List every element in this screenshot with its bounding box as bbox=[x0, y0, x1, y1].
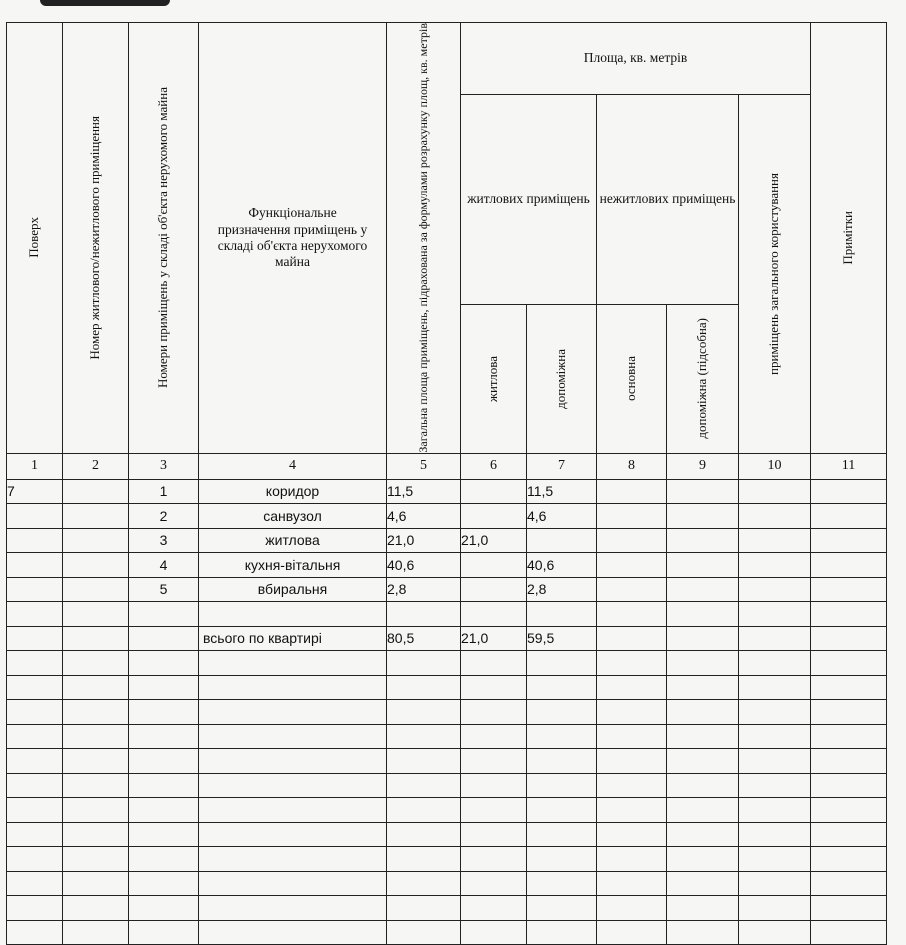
empty-row bbox=[7, 871, 887, 896]
total-row bbox=[7, 626, 887, 651]
auxiliary-area-cell bbox=[527, 602, 597, 627]
empty-cell bbox=[7, 798, 63, 823]
empty-cell bbox=[63, 724, 129, 749]
empty-cell bbox=[811, 847, 887, 872]
floor-cell bbox=[7, 577, 63, 602]
common-use-cell bbox=[739, 504, 811, 529]
header-unit-number: Номер житлового/нежитлового приміщення bbox=[63, 23, 129, 454]
floor-cell: 7 bbox=[7, 479, 63, 504]
empty-cell bbox=[739, 920, 811, 945]
empty-cell bbox=[597, 920, 667, 945]
empty-cell bbox=[7, 871, 63, 896]
empty-cell bbox=[63, 651, 129, 676]
total-area-cell: 21,0 bbox=[387, 528, 461, 553]
empty-cell bbox=[811, 651, 887, 676]
living-area-cell: 21,0 bbox=[461, 528, 527, 553]
auxiliary-basement-cell bbox=[667, 528, 739, 553]
floor-cell bbox=[7, 528, 63, 553]
unit-cell bbox=[63, 504, 129, 529]
total-label-cell: всього по квартирі bbox=[199, 626, 387, 651]
empty-cell bbox=[667, 700, 739, 725]
empty-row bbox=[7, 773, 887, 798]
header-residential-group: житлових приміщень bbox=[461, 95, 597, 305]
empty-cell bbox=[7, 651, 63, 676]
empty-cell bbox=[667, 871, 739, 896]
empty-cell bbox=[597, 700, 667, 725]
living-area-cell bbox=[461, 479, 527, 504]
unit-cell bbox=[63, 479, 129, 504]
table-row bbox=[7, 479, 887, 504]
total-area-cell: 2,8 bbox=[387, 577, 461, 602]
empty-cell bbox=[7, 847, 63, 872]
column-number: 6 bbox=[461, 453, 527, 479]
empty-cell bbox=[387, 798, 461, 823]
notes-cell bbox=[811, 602, 887, 627]
empty-cell bbox=[739, 749, 811, 774]
empty-cell bbox=[811, 675, 887, 700]
empty-cell bbox=[63, 675, 129, 700]
empty-cell bbox=[199, 773, 387, 798]
empty-cell bbox=[461, 773, 527, 798]
unit-cell bbox=[63, 602, 129, 627]
table-row bbox=[7, 528, 887, 553]
empty-cell bbox=[387, 920, 461, 945]
auxiliary-basement-cell bbox=[667, 602, 739, 627]
empty-cell bbox=[387, 822, 461, 847]
empty-cell bbox=[597, 675, 667, 700]
empty-cell bbox=[597, 896, 667, 921]
living-area-cell: 21,0 bbox=[461, 626, 527, 651]
empty-row bbox=[7, 675, 887, 700]
auxiliary-area-cell: 11,5 bbox=[527, 479, 597, 504]
empty-cell bbox=[597, 749, 667, 774]
empty-row bbox=[7, 798, 887, 823]
empty-cell bbox=[129, 822, 199, 847]
main-area-cell bbox=[597, 479, 667, 504]
empty-cell bbox=[667, 724, 739, 749]
empty-cell bbox=[527, 724, 597, 749]
empty-cell bbox=[199, 749, 387, 774]
empty-cell bbox=[7, 896, 63, 921]
empty-cell bbox=[7, 773, 63, 798]
empty-cell bbox=[129, 871, 199, 896]
empty-cell bbox=[811, 749, 887, 774]
empty-cell bbox=[811, 822, 887, 847]
empty-cell bbox=[461, 920, 527, 945]
column-number: 7 bbox=[527, 453, 597, 479]
main-area-cell bbox=[597, 577, 667, 602]
empty-cell bbox=[63, 847, 129, 872]
total-area-cell bbox=[387, 602, 461, 627]
empty-cell bbox=[199, 822, 387, 847]
notes-cell bbox=[811, 528, 887, 553]
empty-row bbox=[7, 920, 887, 945]
empty-cell bbox=[129, 798, 199, 823]
empty-cell bbox=[739, 773, 811, 798]
empty-cell bbox=[461, 675, 527, 700]
empty-cell bbox=[527, 773, 597, 798]
empty-row bbox=[7, 822, 887, 847]
column-number: 9 bbox=[667, 453, 739, 479]
header-common-use: приміщень загального користування bbox=[739, 95, 811, 454]
header-auxiliary: допоміжна bbox=[527, 304, 597, 453]
purpose-cell: житлова bbox=[199, 528, 387, 553]
empty-cell bbox=[739, 896, 811, 921]
empty-cell bbox=[387, 724, 461, 749]
empty-cell bbox=[811, 700, 887, 725]
notes-cell bbox=[811, 626, 887, 651]
empty-cell bbox=[667, 822, 739, 847]
empty-cell bbox=[199, 675, 387, 700]
room-number-cell: 1 bbox=[129, 479, 199, 504]
empty-cell bbox=[527, 896, 597, 921]
common-use-cell bbox=[739, 626, 811, 651]
room-number-cell: 3 bbox=[129, 528, 199, 553]
empty-cell bbox=[199, 700, 387, 725]
empty-cell bbox=[527, 847, 597, 872]
empty-cell bbox=[129, 651, 199, 676]
empty-cell bbox=[461, 822, 527, 847]
empty-cell bbox=[63, 749, 129, 774]
auxiliary-area-cell: 4,6 bbox=[527, 504, 597, 529]
empty-cell bbox=[667, 896, 739, 921]
auxiliary-basement-cell bbox=[667, 553, 739, 578]
empty-cell bbox=[667, 920, 739, 945]
room-number-cell: 4 bbox=[129, 553, 199, 578]
empty-cell bbox=[7, 749, 63, 774]
empty-cell bbox=[597, 724, 667, 749]
auxiliary-area-cell: 2,8 bbox=[527, 577, 597, 602]
empty-cell bbox=[199, 847, 387, 872]
empty-cell bbox=[597, 651, 667, 676]
auxiliary-basement-cell bbox=[667, 479, 739, 504]
empty-cell bbox=[811, 724, 887, 749]
empty-cell bbox=[129, 847, 199, 872]
room-number-cell: 2 bbox=[129, 504, 199, 529]
header-main: основна bbox=[597, 304, 667, 453]
empty-cell bbox=[461, 724, 527, 749]
empty-cell bbox=[199, 798, 387, 823]
empty-cell bbox=[811, 896, 887, 921]
empty-cell bbox=[129, 675, 199, 700]
table-row bbox=[7, 553, 887, 578]
empty-cell bbox=[739, 724, 811, 749]
notes-cell bbox=[811, 479, 887, 504]
empty-cell bbox=[129, 749, 199, 774]
column-number: 1 bbox=[7, 453, 63, 479]
empty-cell bbox=[129, 724, 199, 749]
header-area-group: Площа, кв. метрів bbox=[461, 23, 811, 95]
common-use-cell bbox=[739, 602, 811, 627]
empty-cell bbox=[527, 675, 597, 700]
empty-cell bbox=[527, 749, 597, 774]
empty-cell bbox=[387, 773, 461, 798]
total-area-cell: 80,5 bbox=[387, 626, 461, 651]
empty-cell bbox=[63, 822, 129, 847]
empty-cell bbox=[667, 847, 739, 872]
room-number-cell bbox=[129, 626, 199, 651]
empty-row bbox=[7, 700, 887, 725]
table-row bbox=[7, 602, 887, 627]
empty-cell bbox=[63, 920, 129, 945]
auxiliary-basement-cell bbox=[667, 577, 739, 602]
header-room-numbers: Номери приміщень у складі об'єкта нерухомого майна bbox=[129, 23, 199, 454]
empty-cell bbox=[811, 871, 887, 896]
empty-cell bbox=[63, 773, 129, 798]
empty-cell bbox=[387, 651, 461, 676]
column-number: 10 bbox=[739, 453, 811, 479]
empty-cell bbox=[63, 896, 129, 921]
table-row bbox=[7, 577, 887, 602]
empty-cell bbox=[461, 896, 527, 921]
purpose-cell: коридор bbox=[199, 479, 387, 504]
empty-cell bbox=[387, 700, 461, 725]
unit-cell bbox=[63, 577, 129, 602]
column-number-row bbox=[7, 453, 887, 479]
empty-row bbox=[7, 724, 887, 749]
auxiliary-basement-cell bbox=[667, 626, 739, 651]
empty-cell bbox=[387, 847, 461, 872]
empty-cell bbox=[63, 871, 129, 896]
living-area-cell bbox=[461, 602, 527, 627]
empty-cell bbox=[7, 675, 63, 700]
column-number: 4 bbox=[199, 453, 387, 479]
column-number: 8 bbox=[597, 453, 667, 479]
empty-cell bbox=[461, 651, 527, 676]
purpose-cell bbox=[199, 602, 387, 627]
empty-cell bbox=[667, 675, 739, 700]
header-nonresidential-group: нежитлових приміщень bbox=[597, 95, 739, 305]
floor-cell bbox=[7, 626, 63, 651]
total-area-cell: 11,5 bbox=[387, 479, 461, 504]
notes-cell bbox=[811, 504, 887, 529]
notes-cell bbox=[811, 577, 887, 602]
empty-cell bbox=[667, 651, 739, 676]
empty-row bbox=[7, 651, 887, 676]
main-area-cell bbox=[597, 528, 667, 553]
living-area-cell bbox=[461, 504, 527, 529]
notes-cell bbox=[811, 553, 887, 578]
header-living: житлова bbox=[461, 304, 527, 453]
empty-cell bbox=[811, 920, 887, 945]
empty-cell bbox=[811, 773, 887, 798]
empty-cell bbox=[739, 700, 811, 725]
empty-cell bbox=[527, 651, 597, 676]
auxiliary-area-cell: 59,5 bbox=[527, 626, 597, 651]
empty-cell bbox=[461, 847, 527, 872]
empty-row bbox=[7, 749, 887, 774]
empty-cell bbox=[597, 773, 667, 798]
empty-cell bbox=[597, 871, 667, 896]
column-number: 11 bbox=[811, 453, 887, 479]
main-area-cell bbox=[597, 626, 667, 651]
purpose-cell: вбиральня bbox=[199, 577, 387, 602]
floor-cell bbox=[7, 504, 63, 529]
empty-cell bbox=[739, 871, 811, 896]
empty-cell bbox=[129, 773, 199, 798]
floor-cell bbox=[7, 602, 63, 627]
empty-cell bbox=[527, 798, 597, 823]
empty-cell bbox=[667, 798, 739, 823]
empty-cell bbox=[199, 871, 387, 896]
scan-artifact bbox=[40, 0, 170, 6]
main-area-cell bbox=[597, 602, 667, 627]
empty-cell bbox=[527, 700, 597, 725]
total-area-cell: 4,6 bbox=[387, 504, 461, 529]
empty-cell bbox=[811, 798, 887, 823]
purpose-cell: кухня-вітальня bbox=[199, 553, 387, 578]
empty-cell bbox=[199, 896, 387, 921]
empty-cell bbox=[461, 798, 527, 823]
empty-cell bbox=[739, 651, 811, 676]
empty-cell bbox=[739, 847, 811, 872]
living-area-cell bbox=[461, 577, 527, 602]
empty-cell bbox=[667, 773, 739, 798]
empty-cell bbox=[739, 822, 811, 847]
main-area-cell bbox=[597, 504, 667, 529]
empty-cell bbox=[63, 700, 129, 725]
column-number: 5 bbox=[387, 453, 461, 479]
empty-cell bbox=[7, 724, 63, 749]
auxiliary-area-cell bbox=[527, 528, 597, 553]
unit-cell bbox=[63, 528, 129, 553]
empty-cell bbox=[129, 896, 199, 921]
empty-cell bbox=[597, 847, 667, 872]
unit-cell bbox=[63, 553, 129, 578]
main-area-cell bbox=[597, 553, 667, 578]
empty-row bbox=[7, 847, 887, 872]
empty-cell bbox=[527, 920, 597, 945]
empty-cell bbox=[129, 920, 199, 945]
empty-cell bbox=[387, 871, 461, 896]
empty-cell bbox=[461, 749, 527, 774]
room-number-cell: 5 bbox=[129, 577, 199, 602]
empty-cell bbox=[527, 871, 597, 896]
header-total-area: Загальна площа приміщень, підрахована за формулами розрахунку площ, кв. метрів bbox=[387, 23, 461, 454]
room-register-table bbox=[6, 22, 887, 945]
empty-cell bbox=[7, 822, 63, 847]
column-number: 3 bbox=[129, 453, 199, 479]
empty-cell bbox=[667, 749, 739, 774]
empty-cell bbox=[461, 871, 527, 896]
empty-cell bbox=[387, 675, 461, 700]
empty-cell bbox=[739, 675, 811, 700]
common-use-cell bbox=[739, 577, 811, 602]
common-use-cell bbox=[739, 528, 811, 553]
header-notes: Примітки bbox=[811, 23, 887, 454]
common-use-cell bbox=[739, 479, 811, 504]
table-row bbox=[7, 504, 887, 529]
empty-cell bbox=[199, 724, 387, 749]
room-number-cell bbox=[129, 602, 199, 627]
header-auxiliary-basement: допоміжна (підсобна) bbox=[667, 304, 739, 453]
column-number: 2 bbox=[63, 453, 129, 479]
empty-cell bbox=[387, 896, 461, 921]
unit-cell bbox=[63, 626, 129, 651]
empty-cell bbox=[199, 920, 387, 945]
purpose-cell: санвузол bbox=[199, 504, 387, 529]
empty-row bbox=[7, 896, 887, 921]
empty-cell bbox=[739, 798, 811, 823]
living-area-cell bbox=[461, 553, 527, 578]
floor-cell bbox=[7, 553, 63, 578]
total-area-cell: 40,6 bbox=[387, 553, 461, 578]
auxiliary-basement-cell bbox=[667, 504, 739, 529]
empty-cell bbox=[7, 920, 63, 945]
empty-cell bbox=[527, 822, 597, 847]
empty-cell bbox=[597, 822, 667, 847]
empty-cell bbox=[461, 700, 527, 725]
empty-cell bbox=[199, 651, 387, 676]
header-purpose: Функціональне призначення приміщень у складі об'єкта нерухомого майна bbox=[199, 23, 387, 454]
common-use-cell bbox=[739, 553, 811, 578]
empty-cell bbox=[129, 700, 199, 725]
empty-cell bbox=[597, 798, 667, 823]
header-floor: Поверх bbox=[7, 23, 63, 454]
auxiliary-area-cell: 40,6 bbox=[527, 553, 597, 578]
empty-cell bbox=[7, 700, 63, 725]
empty-cell bbox=[387, 749, 461, 774]
empty-cell bbox=[63, 798, 129, 823]
